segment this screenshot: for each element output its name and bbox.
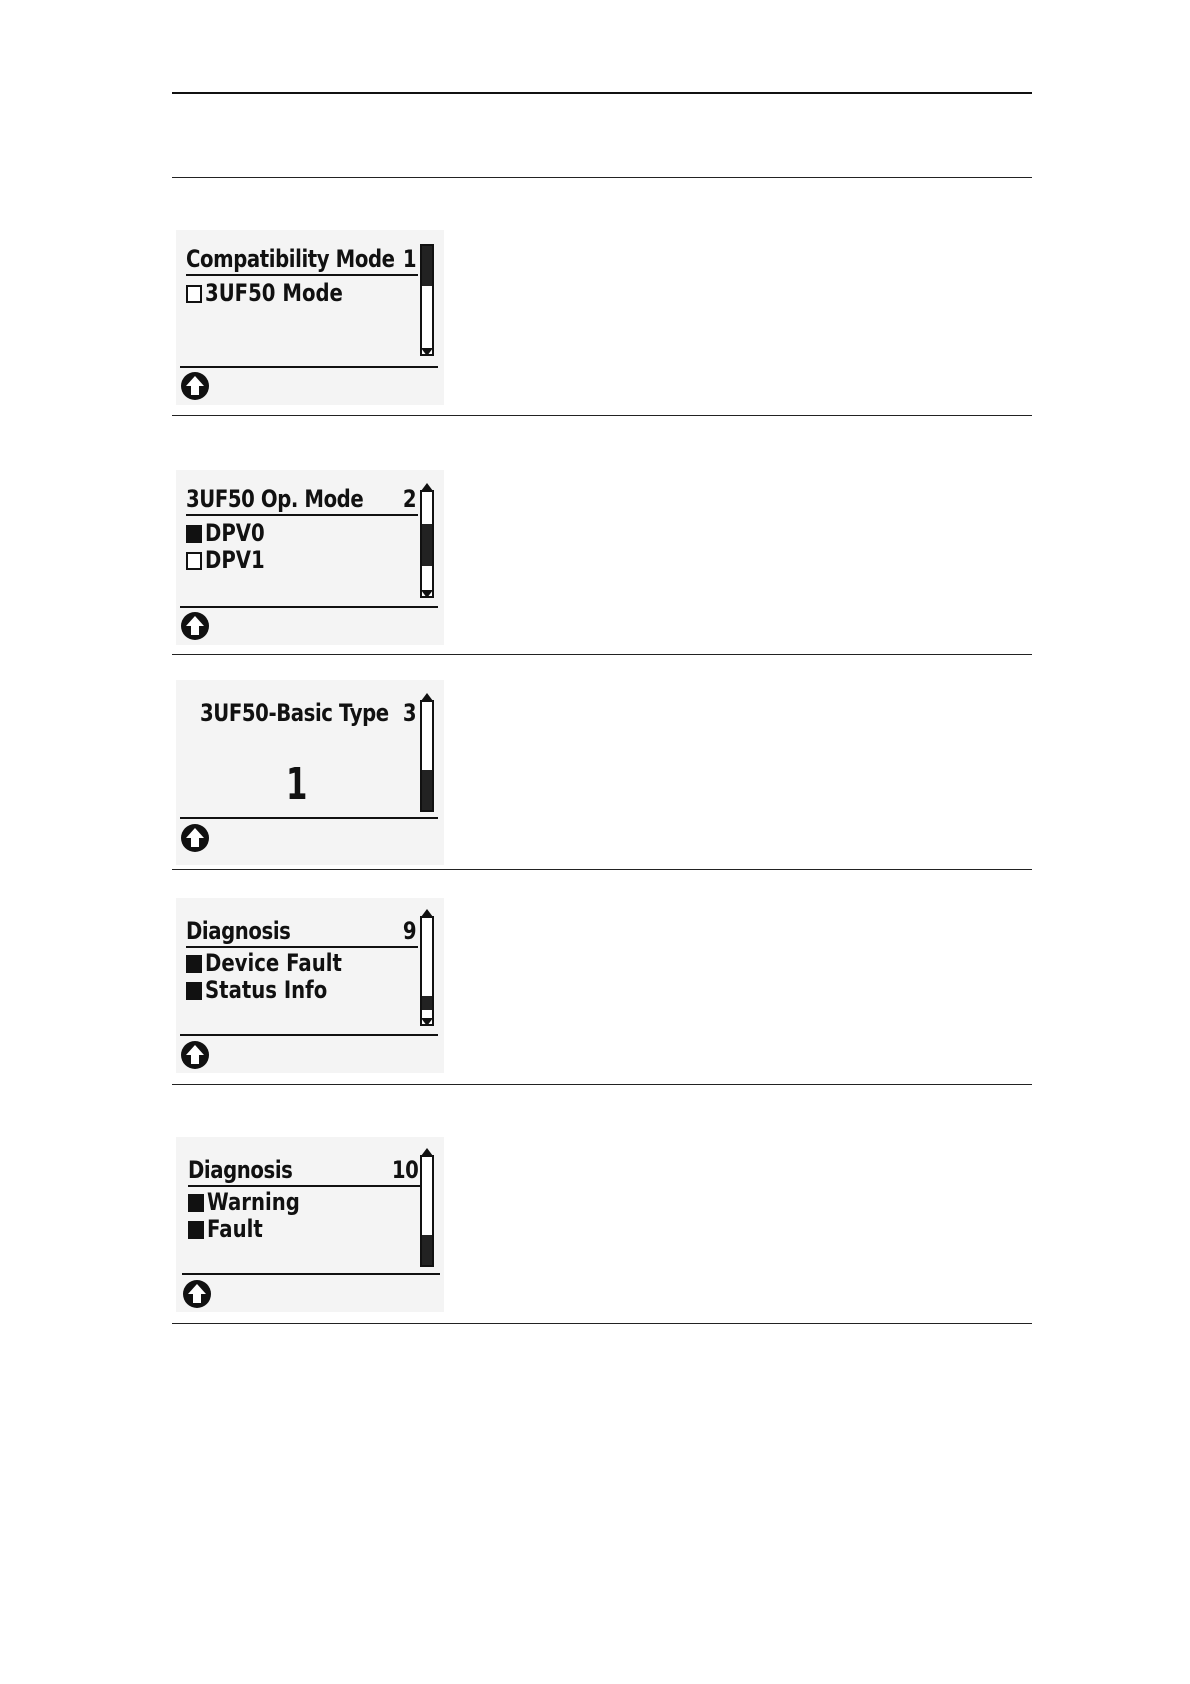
scrollbar[interactable] xyxy=(420,700,434,812)
scrollbar-thumb[interactable] xyxy=(422,770,432,810)
option-warning[interactable] xyxy=(188,1189,320,1215)
option-label: DPV0 xyxy=(205,519,265,547)
scroll-down-arrow-icon xyxy=(421,1018,433,1026)
checkbox-filled-icon[interactable] xyxy=(186,982,202,1000)
screen-title: 3UF50-Basic Type xyxy=(200,699,389,727)
screen-number: 3 xyxy=(402,699,416,727)
screen-title-bar xyxy=(186,244,418,276)
table-top-rule xyxy=(172,177,1032,178)
screen-bottom-line xyxy=(180,1034,438,1036)
option-label: Device Fault xyxy=(205,949,342,977)
screen-bottom-line xyxy=(180,366,438,368)
checkbox-filled-icon[interactable] xyxy=(188,1194,204,1212)
scroll-up-arrow-icon xyxy=(421,909,433,917)
option-fault[interactable] xyxy=(188,1216,275,1242)
option-label: Warning xyxy=(207,1188,300,1216)
checkbox-empty-icon[interactable] xyxy=(186,552,202,570)
screen-bottom-line xyxy=(182,1273,440,1275)
lcd-screen-basic-type xyxy=(176,680,444,865)
header-rule xyxy=(172,92,1032,94)
screen-title: Compatibility Mode xyxy=(186,245,395,273)
arrow-up-circle-icon[interactable] xyxy=(180,1040,210,1070)
option-dpv0[interactable] xyxy=(186,520,278,546)
option-label: 3UF50 Mode xyxy=(205,279,343,307)
arrow-up-circle-icon[interactable] xyxy=(180,823,210,853)
lcd-screen-op-mode xyxy=(176,470,444,645)
scrollbar-thumb[interactable] xyxy=(422,996,432,1010)
scroll-up-arrow-icon xyxy=(421,483,433,491)
scroll-up-arrow-icon xyxy=(421,1148,433,1156)
screen-number: 2 xyxy=(402,485,416,513)
screen-title: Diagnosis xyxy=(188,1156,293,1184)
lcd-screen-diagnosis-9 xyxy=(176,898,444,1073)
screen-title-bar xyxy=(186,484,418,516)
checkbox-filled-icon[interactable] xyxy=(186,955,202,973)
option-device-fault[interactable] xyxy=(186,950,372,976)
option-label: DPV1 xyxy=(205,546,265,574)
scrollbar[interactable] xyxy=(420,916,434,1026)
lcd-screen-diagnosis-10 xyxy=(176,1137,444,1312)
row-separator xyxy=(172,415,1032,416)
option-status-info[interactable] xyxy=(186,977,354,1003)
scroll-down-arrow-icon xyxy=(421,348,433,356)
option-label: Status Info xyxy=(205,976,328,1004)
checkbox-filled-icon[interactable] xyxy=(188,1221,204,1239)
checkbox-empty-icon[interactable] xyxy=(186,285,202,303)
table-bottom-rule xyxy=(172,1323,1032,1324)
scrollbar[interactable] xyxy=(420,490,434,598)
arrow-up-circle-icon[interactable] xyxy=(182,1279,212,1309)
screen-title-bar xyxy=(186,698,418,728)
arrow-up-circle-icon[interactable] xyxy=(180,371,210,401)
scrollbar[interactable] xyxy=(420,1155,434,1267)
checkbox-filled-icon[interactable] xyxy=(186,525,202,543)
screen-number: 10 xyxy=(391,1156,418,1184)
basic-type-value[interactable]: 1 xyxy=(286,759,308,810)
screen-number: 9 xyxy=(402,917,416,945)
screen-bottom-line xyxy=(180,606,438,608)
scrollbar-thumb[interactable] xyxy=(422,246,432,286)
option-label: Fault xyxy=(207,1215,263,1243)
option-3uf50-mode[interactable] xyxy=(186,280,373,306)
lcd-screen-compatibility-mode xyxy=(176,230,444,405)
screen-bottom-line xyxy=(180,817,438,819)
option-dpv1[interactable] xyxy=(186,547,278,573)
row-separator xyxy=(172,654,1032,655)
screen-number: 1 xyxy=(402,245,416,273)
screen-title: Diagnosis xyxy=(186,917,291,945)
scroll-up-arrow-icon xyxy=(421,693,433,701)
scrollbar-thumb[interactable] xyxy=(422,524,432,566)
scrollbar[interactable] xyxy=(420,244,434,356)
row-separator xyxy=(172,869,1032,870)
screen-title-bar xyxy=(186,916,418,948)
screen-title: 3UF50 Op. Mode xyxy=(186,485,364,513)
scrollbar-thumb[interactable] xyxy=(422,1235,432,1265)
row-separator xyxy=(172,1084,1032,1085)
scroll-down-arrow-icon xyxy=(421,590,433,598)
arrow-up-circle-icon[interactable] xyxy=(180,611,210,641)
screen-title-bar xyxy=(188,1155,420,1187)
